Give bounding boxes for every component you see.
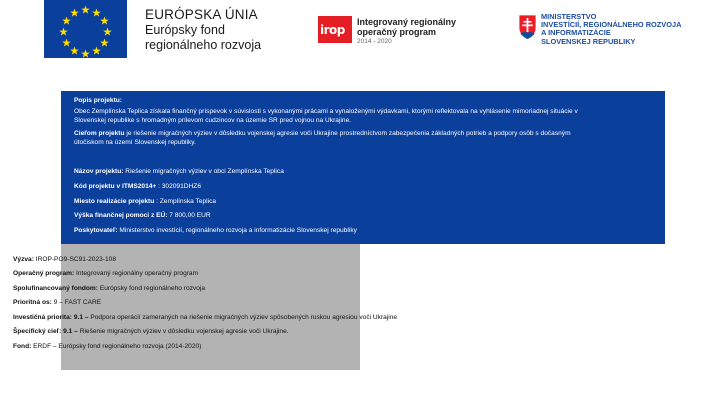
eu-fund-line: Európsky fond	[145, 23, 225, 37]
slovak-crest-icon	[518, 14, 537, 40]
ministry-text	[541, 13, 681, 46]
irop-line-1: Integrovaný regionálny	[357, 17, 457, 27]
fond-spol-value: Európsky fond regionálneho rozvoja	[98, 285, 206, 292]
popis-heading	[74, 97, 654, 106]
nazov-row	[74, 168, 654, 177]
os-row	[13, 299, 101, 308]
header	[0, 0, 720, 84]
irop-logo-text: irop	[320, 23, 345, 37]
ministry-line-3: A INFORMATIZÁCIE	[541, 28, 611, 38]
popis-line-2: Slovenskej republike s hromadným prílevom cudzincov na územie SR pred vojnou na Ukrajine.	[74, 116, 352, 124]
eu-stars-icon	[44, 0, 127, 58]
eu-title: EURÓPSKA ÚNIA	[145, 7, 258, 22]
inv-row	[13, 314, 397, 323]
irop-years: 2014 - 2020	[357, 38, 392, 45]
miesto-label: Miesto realizácie projektu	[74, 198, 155, 205]
ciel-label: Cieľom projektu	[74, 130, 125, 137]
popis-label: Popis projektu:	[74, 97, 122, 104]
inv-label: Investičná priorita: 9.1 –	[13, 314, 89, 321]
fond-row	[13, 343, 201, 352]
ministry-line-1: MINISTERSTVO	[541, 12, 597, 21]
ciel-line-2: útočiskom na území Slovenskej republiky.	[74, 138, 196, 146]
vyska-label: Výška finančnej pomoci z EÚ:	[74, 212, 168, 219]
project-info-panel	[61, 91, 665, 244]
irop-logo	[318, 16, 352, 43]
miesto-value: : Zemplínska Teplica	[154, 198, 217, 205]
fond-value: ERDF – Európsky fond regionálneho rozvoja (2014-2020)	[31, 343, 202, 350]
poskytovatel-label: Poskytovateľ:	[74, 227, 118, 234]
op-label: Operačný program:	[13, 270, 75, 277]
ciel-line-1	[74, 130, 654, 139]
vyzva-label: Výzva:	[13, 256, 34, 263]
spec-label: Špecifický cieľ: 9.1 –	[13, 328, 78, 335]
ministry-line-4: SLOVENSKEJ REPUBLIKY	[541, 36, 636, 46]
ciel-text: je riešenie migračných výziev v dôsledku vojenskej agresie voči Ukrajine prostredníctvom zabezpečenia základných potrieb a podpory osôb s dočasným	[124, 130, 571, 137]
eu-fund-line-2: regionálneho rozvoja	[145, 38, 262, 52]
poskytovatel-value: Ministerstvo investícií, regionálneho rozvoja a informatizácie Slovenskej republiky	[117, 227, 357, 234]
eu-flag-logo	[44, 0, 127, 58]
fond-label: Fond:	[13, 343, 32, 350]
miesto-row	[74, 198, 654, 207]
poskytovatel-row	[74, 227, 654, 236]
vyzva-value: IROP-PO9-SC91-2023-108	[33, 256, 116, 263]
fond-spol-row	[13, 285, 205, 294]
nazov-label: Názov projektu:	[74, 168, 124, 175]
vyska-row	[74, 212, 654, 221]
os-label: Prioritná os:	[13, 299, 52, 306]
irop-line-2: operačný program	[357, 27, 437, 37]
vyzva-row	[13, 256, 116, 265]
vyska-value: 7 800,00 EUR	[167, 212, 211, 219]
irop-text	[357, 17, 456, 46]
eu-fund-text	[145, 7, 261, 53]
ministry-line-2: INVESTÍCIÍ, REGIONÁLNEHO ROZVOJA	[541, 20, 682, 30]
kod-label: Kód projektu v ITMS2014+	[74, 183, 157, 190]
op-value: Integrovaný regionálny operačný program	[74, 270, 199, 277]
fond-spol-label: Spolufinancovaný fondom:	[13, 285, 98, 292]
spec-row	[13, 328, 289, 337]
spec-value: Riešenie migračných výziev v dôsledku vojenskej agresie voči Ukrajine.	[77, 328, 289, 335]
os-value: 9 – FAST CARE	[51, 299, 102, 306]
popis-line-1: Obec Zemplínska Teplica získala finančný príspevok v súvislosti s vykonanými prácami a vynaloženými výdavkami, ktorými reflektovala na vyhlásenie mimoriadnej situácie v	[74, 108, 578, 115]
kod-row	[74, 183, 654, 192]
op-row	[13, 270, 198, 279]
kod-value: : 302091DHZ6	[156, 183, 201, 190]
inv-value: Podpora operácií zameraných na riešenie migračných výziev spôsobených ruskou agresiou voči Ukrajine	[88, 314, 398, 321]
nazov-value: Riešenie migračných výziev v obci Zemplínska Teplica	[123, 168, 284, 175]
